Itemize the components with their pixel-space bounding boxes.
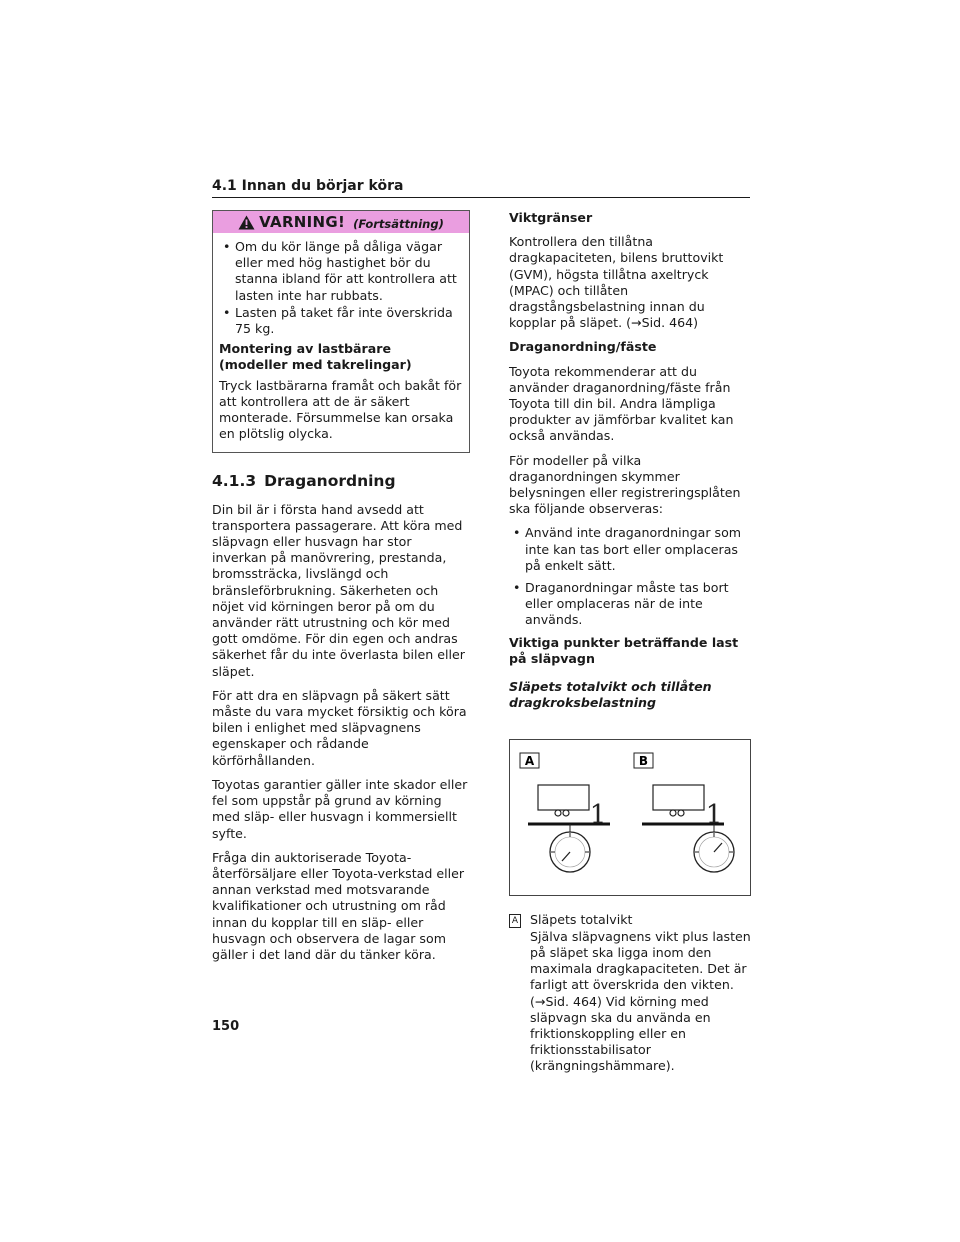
section-header: 4.1 Innan du börjar köra — [212, 178, 750, 198]
hitch-text-2: För modeller på vilka draganordningen skymmer belysningen eller registreringsplåten ska följande observeras: — [509, 452, 741, 517]
trailer-weight-illustration — [510, 740, 750, 895]
hitch-bullet: • Använd inte draganordningar som inte kan tas bort eller omplaceras på enkelt sätt. — [509, 525, 751, 574]
marker-1: 1 — [589, 800, 607, 831]
trailer-b-icon — [642, 785, 724, 832]
warning-text: Tryck lastbärarna framåt och bakåt för att kontrollera att de är säkert monterade. Försummelse kan orsaka en plötslig olycka. — [219, 377, 462, 442]
warning-body — [213, 233, 469, 452]
body-paragraph: Toyotas garantier gäller inte skador eller fel som uppstår på grund av körning med släp- eller husvagn i kommersiellt syfte. — [212, 776, 468, 841]
warning-bullet: • Om du kör länge på dåliga vägar eller med hög hastighet bör du stanna ibland för att kontrollera att lasten inte har rubbats. — [219, 239, 463, 304]
sub-heading: Släpets totalvikt och tillåten dragkroksbelastning — [509, 679, 712, 711]
warning-continuation: (Fortsättning) — [353, 216, 444, 231]
weight-text: Kontrollera den tillåtna dragkapaciteten, bilens bruttovikt (GVM), högsta tillåtna axeltryck (MPAC) och tillåten dragstångsbelastning innan du kopplar på släpet. (→Sid. 464) — [509, 234, 724, 331]
figure-label-b: B — [638, 754, 649, 769]
figure-label-a: A — [524, 754, 535, 769]
trailer-weight-figure — [509, 739, 751, 896]
right-column — [509, 210, 751, 1075]
body-paragraph: Fråga din auktoriserade Toyota-återförsäljare eller Toyota-verkstad eller annan verkstad med motsvarande kvalifikationer och utrustning om råd innan du kopplar till en släp- eller husvagn och observera de lagar som gäller i det land där du tänker köra. — [212, 849, 465, 962]
warning-triangle-icon — [238, 215, 255, 230]
left-column — [212, 210, 470, 971]
hitch-heading: Draganordning/fäste — [509, 339, 657, 355]
warning-subheading: Montering av lastbärare (modeller med takrelingar) — [219, 341, 412, 373]
body-paragraph: Din bil är i första hand avsedd att transportera passagerare. Att köra med släpvagn eller husvagn har stor inverkan på manövrering, prestanda, bromssträcka, livslängd och bränsleförbrukning. Säkerheten och nöjet vid körningen beror på om du använder rätt utrustning och kör med gott omdöme. För din egen och andras säkerhet får du inte överlasta bilen eller släpet. — [212, 501, 465, 679]
hitch-text: Toyota rekommenderar att du använder draganordning/fäste från Toyota till din bil. Andra lämpliga produkter av jämförbar kvalitet kan också användas. — [509, 363, 734, 444]
trailer-a-icon — [528, 785, 610, 832]
figure-caption — [509, 912, 751, 1074]
scale-b-icon — [694, 832, 734, 872]
scale-a-icon — [550, 832, 590, 872]
section-title-text: Draganordning — [264, 472, 396, 491]
weight-heading: Viktgränser — [509, 210, 593, 225]
warning-box — [212, 210, 470, 453]
hitch-bullet: • Draganordningar måste tas bort eller omplaceras när de inte används. — [509, 580, 751, 629]
important-heading: Viktiga punkter beträffande last på släpvagn — [509, 634, 739, 666]
section-number: 4.1.3 — [212, 472, 257, 491]
marker-1: 1 — [705, 800, 723, 831]
section-title — [212, 473, 470, 489]
warning-title: VARNING! — [259, 212, 346, 231]
caption-text: Själva släpvagnens vikt plus lasten på släpet ska ligga inom den maximala dragkapaciteten. Det är farligt att överskrida den vikten. (→Sid. 464) Vid körning med släpvagn ska du använda en friktionskoppling eller en friktionsstabilisator (krängningshämmare). — [530, 928, 751, 1074]
warning-bullets — [219, 239, 463, 337]
page-number: 150 — [212, 1019, 240, 1034]
caption-badge: A — [509, 914, 521, 928]
warning-bullet: • Lasten på taket får inte överskrida 75 kg. — [219, 305, 463, 337]
caption-title: Släpets totalvikt — [530, 912, 633, 928]
warning-header — [213, 211, 469, 233]
hitch-bullets — [509, 525, 751, 628]
body-paragraph: För att dra en släpvagn på säkert sätt måste du vara mycket försiktig och köra bilen i enlighet med släpvagnens egenskaper och rådande körförhållanden. — [212, 687, 467, 768]
